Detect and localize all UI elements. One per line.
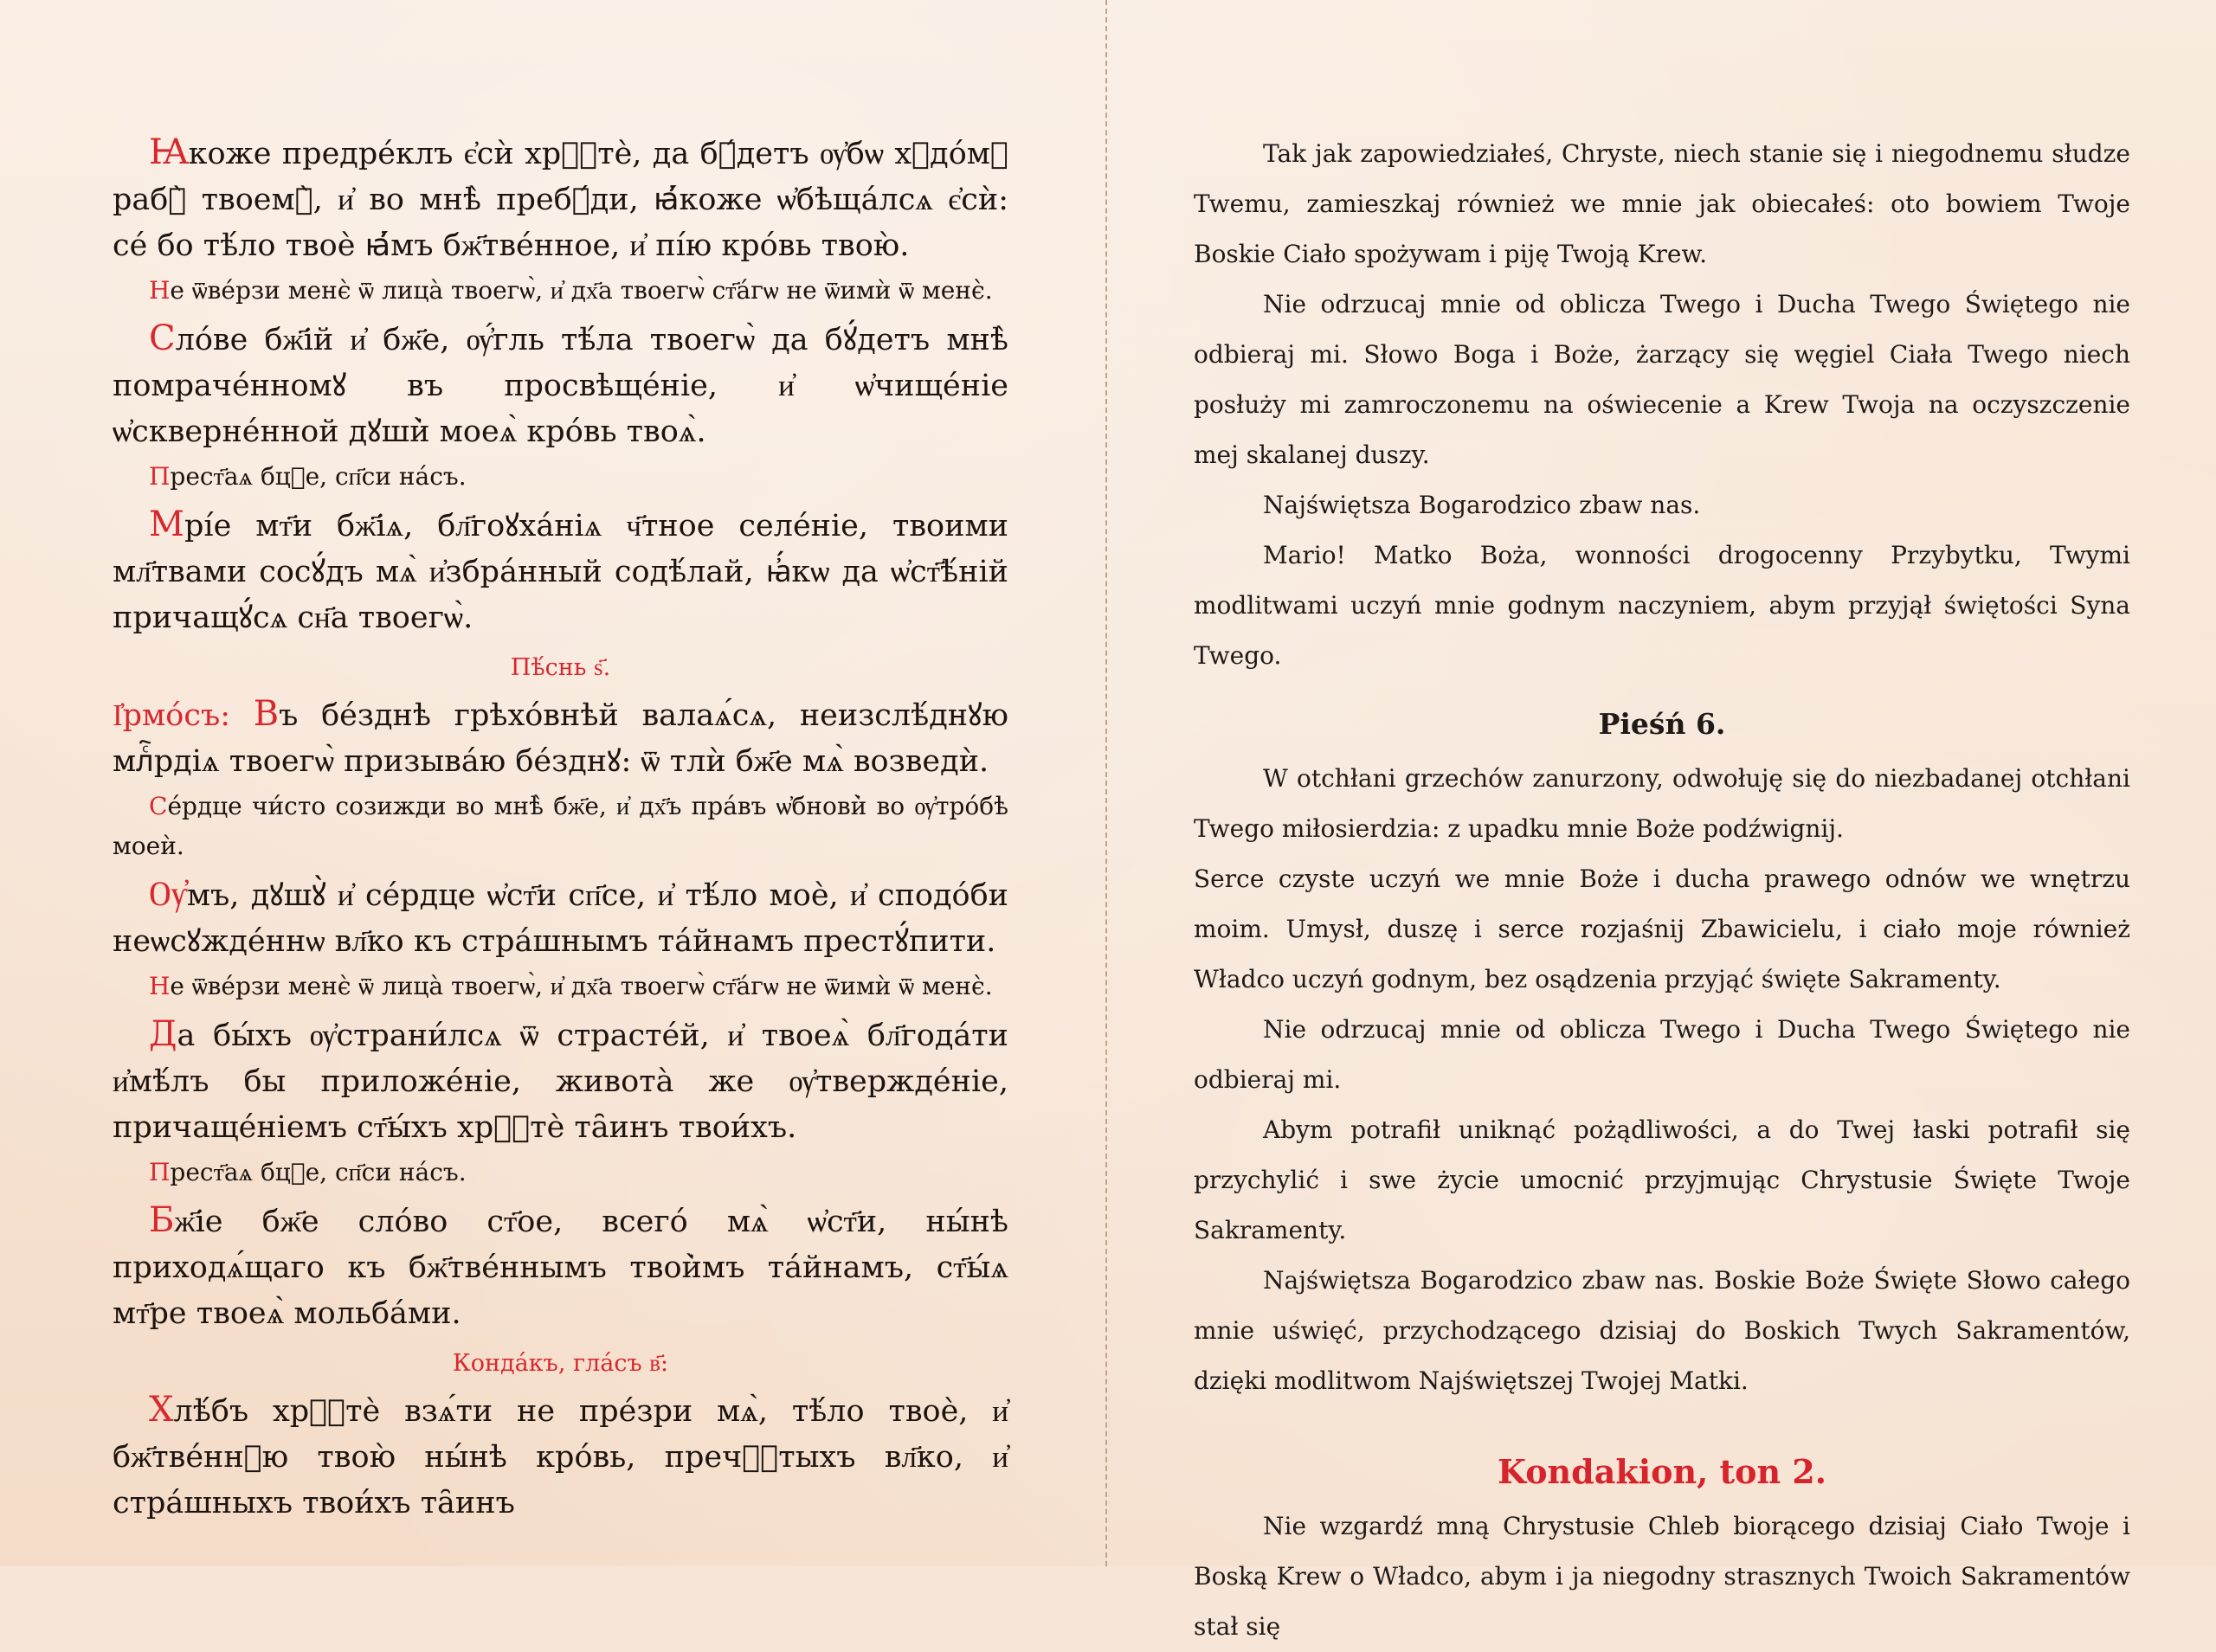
left-page-text bbox=[113, 130, 1008, 1527]
polish-paragraph: Tak jak zapowiedziałeś, Chryste, niech stanie się i niegodnemu słudze Twemu, zamieszkaj również we mnie jak obiecałeś: oto bowiem Twoje Boskie Ciało spożywam i piję Twoją Krew. bbox=[1194, 139, 2130, 268]
slavonic-paragraph bbox=[113, 502, 1008, 641]
slavonic-refrain bbox=[113, 1153, 1008, 1192]
drop-initial: П bbox=[149, 462, 171, 491]
drop-initial: Х bbox=[149, 1390, 174, 1430]
right-page-text bbox=[1194, 129, 2130, 1652]
right-page-polish bbox=[1108, 0, 2216, 1641]
slavonic-refrain bbox=[113, 787, 1008, 866]
slavonic-refrain bbox=[113, 967, 1008, 1006]
refrain-text: рест҃аѧ бцⷣе, сп҃си на́съ. bbox=[170, 462, 467, 491]
drop-initial: Д bbox=[149, 1014, 177, 1054]
ode-heading: Pieśń 6. bbox=[1598, 707, 1726, 741]
polish-paragraph: Serce czyste uczyń we mnie Boże i ducha prawego odnów we wnętrzu moim. Umysł, duszę i serce rozjaśnij Zbawicielu, i ciało moje również Władco uczyń godnym, bez osądzenia przyjąć święte Sakramenty. bbox=[1194, 865, 2130, 993]
paragraph-text: рі́е мт҃и бж҃іѧ, бл҃гоꙋха́ніѧ ч҃тное селе́ніе, твоими мл҃твами сосꙋ́дъ мѧ̀ и҆збра́нный содѣ́лай, ꙗ҆́кѡ да ѡ҆ст҃ѣ́ній причащꙋ́сѧ сн҃а твоегѡ̀. bbox=[113, 509, 1008, 635]
polish-paragraph: Najświętsza Bogarodzico zbaw nas. bbox=[1263, 491, 1701, 519]
slavonic-paragraph bbox=[113, 1198, 1008, 1337]
irmos-paragraph bbox=[113, 691, 1008, 785]
drop-initial: Б bbox=[149, 1200, 175, 1240]
slavonic-paragraph bbox=[113, 1012, 1008, 1151]
refrain-text: рест҃аѧ бцⷣе, сп҃си на́съ. bbox=[170, 1158, 467, 1186]
kondak-heading: Конда́къ, гла́съ в҃: bbox=[452, 1350, 669, 1377]
ode-heading: Пѣ́снь ѕ҃. bbox=[510, 654, 611, 681]
paragraph-text: ло́ве бж҃ій и҆ бж҃е, ѹ҆́гль тѣ́ла твоегѡ̀ да бꙋ́детъ мнѣ̀ помраче́нномꙋ въ просвѣще́ніе, и҆ ѡ҆чище́ніе ѡ҆скверне́нной дꙋши̇̀ моеѧ̀ кро́вь твоѧ̀. bbox=[113, 323, 1008, 449]
slavonic-paragraph bbox=[113, 316, 1008, 455]
drop-initial: Ꙗ bbox=[149, 132, 189, 172]
polish-paragraph: Nie wzgardź mną Chrystusie Chleb biorącego dzisiaj Ciało Twoje i Boską Krew o Władco, abym i ja niegodny strasznych Twoich Sakramentów stał się bbox=[1194, 1512, 2130, 1641]
drop-initial: Ѹ҆ bbox=[149, 874, 187, 914]
refrain-text: е ѿве́рзи менє̀ ѿ лица̀ твоегѡ̀, и҆ дх҃а твоегѡ̀ ст҃а́гѡ не ѿимѝ ѿ менє̀. bbox=[170, 972, 993, 1000]
drop-initial: С bbox=[149, 318, 176, 358]
polish-paragraph: Nie odrzucaj mnie od oblicza Twego i Ducha Twego Świętego nie odbieraj mi. Słowo Boga i Boże, żarzący się węgiel Ciała Twego niech posłuży mi zamroczonemu na oświecenie a Krew Twoja na oczyszczenie mej skalanej duszy. bbox=[1194, 290, 2130, 469]
paragraph-text: ъ бе́зднѣ грѣхо́внѣй валаѧ́сѧ, неизслѣ́днꙋю млⷭ҇рдіѧ твоегѡ̀ призыва́ю бе́зднꙋ: ѿ тлѝ бж҃е мѧ̀ возведѝ. bbox=[113, 698, 1008, 779]
drop-initial: Н bbox=[149, 972, 171, 1000]
drop-initial: М bbox=[149, 505, 184, 544]
refrain-text: е ѿве́рзи менє̀ ѿ лица̀ твоегѡ̀, и҆ дх҃а твоегѡ̀ ст҃а́гѡ не ѿимѝ ѿ менє̀. bbox=[170, 276, 993, 305]
kondakion-heading: Kondakion, ton 2. bbox=[1498, 1452, 1826, 1491]
polish-paragraph: Nie odrzucaj mnie od oblicza Twego i Ducha Twego Świętego nie odbieraj mi. bbox=[1194, 1015, 2130, 1094]
polish-paragraph: Najświętsza Bogarodzico zbaw nas. Boskie Boże Święte Słowo całego mnie uświęć, przychodzącego dzisiaj do Boskich Twych Sakramentów, dzięki modlitwom Najświętszej Twojej Matki. bbox=[1194, 1266, 2130, 1395]
paragraph-text: мъ, дꙋшꙋ̀ и҆ се́рдце ѡ҆ст҃и сп҃се, и҆ тѣ́ло моѐ, и҆ сподо́би неѡсꙋжде́ннѡ вл҃ко къ стра́шнымъ та́йнамъ престꙋ́пити. bbox=[113, 878, 1008, 959]
paragraph-text: ж҃іе бж҃е сло́во ст҃ое, всего́ мѧ̀ ѡ҆ст҃и, ны́нѣ приходѧ́щаго къ бж҃тве́ннымъ твои̇̀мъ та́йнамъ, ст҃ы́ѧ мт҃ре твоеѧ̀ мольба́ми. bbox=[113, 1205, 1008, 1331]
drop-initial: П bbox=[149, 1158, 171, 1186]
polish-paragraph: Abym potrafił uniknąć pożądliwości, a do Twej łaski potrafił się przychylić i swe życie umocnić przyjmując Chrystusie Święte Twoje Sakramenty. bbox=[1194, 1115, 2130, 1244]
drop-initial: В bbox=[253, 694, 280, 734]
paragraph-text: лѣ́бъ хрⷭ҇тѐ взѧ́ти не пре́зри мѧ̀, тѣ́ло твоѐ, и҆ бж҃тве́ннꙋю твою̀ ны́нѣ кро́вь, пречⷭ҇тыхъ вл҃ко, и҆ стра́шныхъ твои́хъ та̑инъ bbox=[113, 1394, 1008, 1520]
refrain-text: е́рдце чи́сто созижди во мнѣ̀ бж҃е, и҆ дх҃ъ пра́въ ѡ҆бнови̇̀ во ѹ҆тро́бѣ моеѝ. bbox=[113, 792, 1008, 860]
paragraph-text: коже предре́клъ є҆сѝ хрⷭ҇тѐ, да бꙋ́детъ ѹ҆бѡ хꙋдо́мꙋ рабꙋ̀ твоемꙋ̀, и҆ во мнѣ̀ пребꙋ́ди, ꙗ҆́коже ѡ҆бѣща́лсѧ є҆сѝ: се́ бо тѣ́ло твоѐ ꙗ҆́мъ бж҃тве́нное, и҆ пі́ю кро́вь твою̀. bbox=[113, 137, 1008, 263]
slavonic-paragraph bbox=[113, 871, 1008, 965]
slavonic-refrain bbox=[113, 271, 1008, 311]
drop-initial: С bbox=[149, 792, 168, 820]
drop-initial: Н bbox=[149, 276, 171, 305]
slavonic-refrain bbox=[113, 457, 1008, 497]
polish-paragraph: Mario! Matko Boża, wonności drogocenny Przybytku, Twymi modlitwami uczyń mnie godnym naczyniem, abym przyjął świętości Syna Twego. bbox=[1194, 541, 2130, 670]
polish-paragraph: W otchłani grzechów zanurzony, odwołuję się do niezbadanej otchłani Twego miłosierdzia: z upadku mnie Boże podźwignij. bbox=[1194, 764, 2130, 843]
paragraph-text: а бы́хъ ѹ҆страни́лсѧ ѿ страсте́й, и҆ твоеѧ̀ бл҃года́ти и҆мѣ́лъ бы приложе́ніе, живота̀ же ѹ҆твержде́ніе, причаще́ніемъ ст҃ы́хъ хрⷭ҇тѐ та̑инъ твои́хъ. bbox=[113, 1019, 1008, 1145]
page-fold-divider bbox=[1105, 0, 1107, 1566]
slavonic-paragraph bbox=[113, 1387, 1008, 1527]
slavonic-paragraph bbox=[113, 130, 1008, 269]
left-page-church-slavonic bbox=[0, 0, 1106, 1566]
irmos-label: І҆рмо́съ: bbox=[113, 698, 254, 733]
